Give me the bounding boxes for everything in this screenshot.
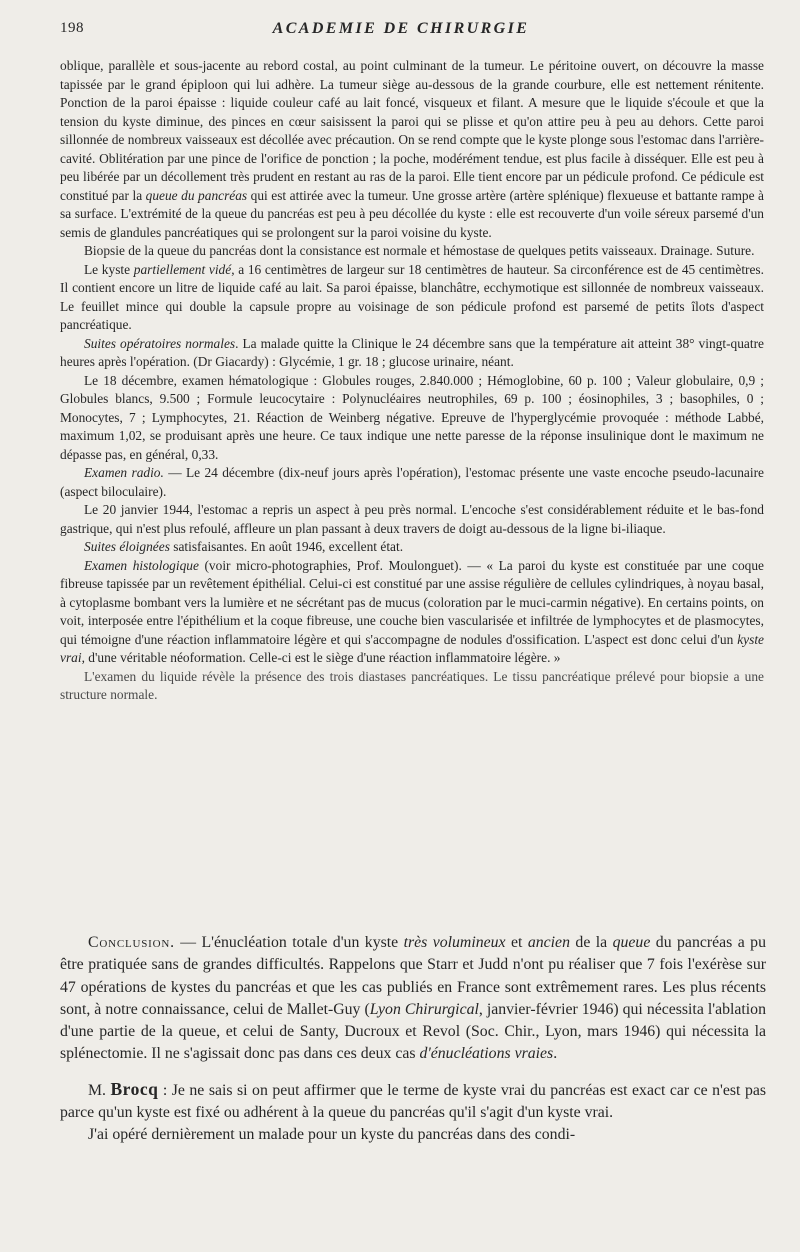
paragraph-hematology: Le 18 décembre, examen hématologique : Globules rouges, 2.840.000 ; Hémoglobine, 60 p. 100 ; Valeur globulaire, 0,9 ; Globules blancs, 9.500 ; Formule leucocytaire : Polynucléaires neutrophiles, 69 p. 100 ; éosinophiles, 3 ; basophiles, 0 ; Monocytes, 7 ; Lymphocytes, 21. Réaction de Weinberg négative. Epreuve de l'hyperglycémie provoquée : méthode Labbé, maximum 1,02, se produisant après une heure. Ce taux indique une nette paresse de la réponse insulinique dont le maximum ne dépasse pas, en général, 0,33. [60, 372, 764, 462]
paragraph-conclusion: Conclusion. — L'énucléation totale d'un kyste très volumineux et ancien de la queue du pancréas a pu être pratiquée sans de grandes difficultés. Rappelons que Starr et Judd n'ont pu réaliser que 7 fois l'exérèse sur 47 opérations de kystes du pancréas et que les cas publiés en France sont extrêmement rares. Les plus récents sont, à notre connaissance, celui de Mallet-Guy (Lyon Chirurgical, janvier-février 1946) qui nécessita l'ablation d'une partie de la queue, et celui de Santy, Ducroux et Revol (Soc. Chir., Lyon, mars 1946) qui nécessita la splénectomie. Il ne s'agissait donc pas dans ces deux cas d'énucléations vraies. [60, 934, 766, 1063]
page-header [60, 20, 742, 42]
paragraph-postop: Suites opératoires normales. La malade quitte la Clinique le 24 décembre sans que la température ait atteint 38° vingt-quatre heures après l'opération. (Dr Giacardy) : Glycémie, 1 gr. 18 ; glucose urinaire, néant. [60, 335, 764, 369]
paragraph-operation: oblique, parallèle et sous-jacente au rebord costal, au point culminant de la tumeur. Le péritoine ouvert, on découvre la masse tapissée par le grand épiploon qui lui adhère. La tumeur siège au-dessous de la grande courbure, elle est nettement rénitente. Ponction de la paroi épaisse : liquide couleur café au lait foncé, visqueux et filant. A mesure que le liquide s'écoule et que la tension du kyste diminue, des pinces en cœur saisissent la paroi qui se plisse et qu'on attire peu à peu au dehors. Cette paroi sillonnée de nombreux vaisseaux est décollée avec précaution. On se rend compte que le kyste plonge sous l'estomac dans l'arrière-cavité. Oblitération par une pince de l'orifice de ponction ; la poche, modérément tendue, est plus facile à disséquer. Elle est peu à peu libérée par un décollement très prudent en restant au ras de la paroi. Elle tient encore par un pédicule profond. Ce pédicule est constitué par la queue du pancréas qui est attirée avec la tumeur. Une grosse artère (artère splénique) flexueuse et battante rampe à sa surface. L'extrémité de la queue du pancréas est peu à peu décollée du kyste : elle est recouverte d'un voile séreux parsemé d'un semis de glandules pancréatiques qui se prolongent sur la paroi voisine du kyste. [60, 58, 764, 240]
paragraph-biopsy: Biopsie de la queue du pancréas dont la consistance est normale et hémostase de quelques petits vaisseaux. Drainage. Suture. [84, 243, 755, 258]
page-number: 198 [60, 20, 84, 36]
paragraph-radio: Examen radio. — Le 24 décembre (dix-neuf jours après l'opération), l'estomac présente une vaste encoche pseudo-lacunaire (aspect biloculaire). [60, 465, 764, 499]
conclusion-label: Conclusion. [88, 934, 175, 951]
paragraph-cyst: Le kyste partiellement vidé, a 16 centimètres de largeur sur 18 centimètres de hauteur. Sa circonférence est de 45 centimètres. Il contient encore un litre de liquide café au lait. Sa paroi épaisse, blanchâtre, ecchymotique est sillonnée de nombreux vaisseaux. Le feuillet mince qui double la capsule propre au voisinage de son pédicule profond est parsemé de petits îlots d'aspect pancréatique. [60, 261, 764, 332]
paragraph-followup: Le 20 janvier 1944, l'estomac a repris un aspect à peu près normal. L'encoche s'est considérablement réduite et le bas-fond gastrique, qui n'est plus refoulé, affleure un plan passant à deux travers de doigt au-dessous de la ligne bi-iliaque. [60, 502, 764, 536]
speaker-name: Brocq [110, 1078, 159, 1099]
conclusion-and-discussion [60, 932, 766, 1147]
paragraph-brocq-continued: J'ai opéré dernièrement un malade pour un kyste du pancréas dans des condi- [88, 1126, 576, 1144]
case-report [60, 57, 764, 705]
paragraph-histology: Examen histologique (voir micro-photographies, Prof. Moulonguet). — « La paroi du kyste est constituée par une coque fibreuse tapissée par un revêtement épithélial. Celui-ci est constitué par une assise régulière de cellules cylindriques, à noyau basal, à cytoplasme bombant vers la lumière et ne sécrétant pas de mucus (coloration par le muci-carmin négative). En certains points, on voit, interposée entre l'épithélium et la coque fibreuse, une couche bien vascularisée et infiltrée de lymphocytes et de plasmocytes, qui témoigne d'une réaction inflammatoire légère et qui s'accompagne de nodules d'ossification. L'aspect est donc celui d'un kyste vrai, d'une véritable néoformation. Celle-ci est le siège d'une réaction inflammatoire légère. » [60, 557, 764, 665]
paragraph-late-outcome: Suites éloignées satisfaisantes. En août 1946, excellent état. [84, 539, 404, 554]
paragraph-liquid: L'examen du liquide révèle la présence des trois diastases pancréatiques. Le tissu pancréatique prélevé pour biopsie a une structure normale. [60, 668, 764, 702]
running-title: ACADEMIE DE CHIRURGIE [272, 20, 530, 37]
paragraph-brocq: M. Brocq : Je ne sais si on peut affirmer que le terme de kyste vrai du pancréas est exact car ce n'est pas parce qu'un kyste est fixé ou adhérent à la queue du pancréas qu'il s'agit d'un kyste vrai. [60, 1078, 766, 1122]
